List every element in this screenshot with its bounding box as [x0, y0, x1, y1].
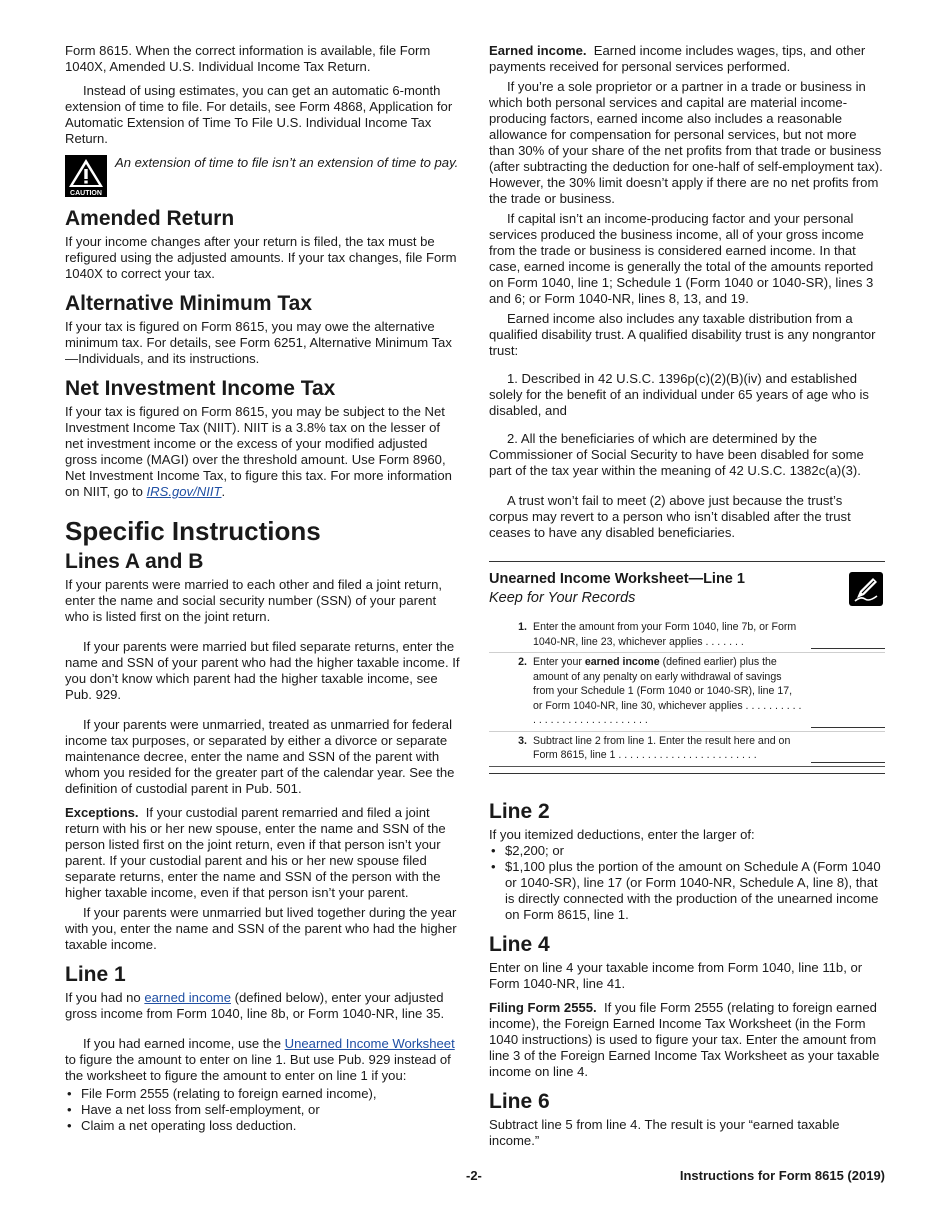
unearned-income-worksheet — [489, 561, 885, 774]
filing-form-2555-paragraph — [489, 1000, 885, 1080]
line-number: 3. — [518, 734, 527, 747]
line-text-bold: earned income — [584, 656, 660, 668]
lines-ab-paragraph-3: If your parents were unmarried, treated as unmarried for federal income tax purposes, or separated by either a divorce or separate maintenance decree, enter the name and SSN of the parent with whom you resided for the greater part of the calendar year. See the definition of custodial parent in Pub. 501. — [65, 717, 455, 796]
extension-paragraph: Instead of using estimates, you can get an automatic 6-month extension of time to file. For details, see Form 4868, Application for Automatic Extension of Time To File U.S. Individual Income Tax Return. — [65, 83, 453, 146]
unearned-income-worksheet-link[interactable]: Unearned Income Worksheet — [284, 1036, 455, 1051]
list-item: • File Form 2555 (relating to foreign earned income), — [65, 1086, 460, 1102]
exceptions-text: If your custodial parent remarried and filed a joint return with his or her new spouse, enter the name and SSN of the person listed first on the joint return, even if that person isn’t your parent. If your custodial parent and his or her new spouse filed separate returns, enter the name and SSN of the person with the higher taxable income, even if that person isn’t your parent. — [65, 805, 446, 900]
caution-label: CAUTION — [70, 190, 102, 197]
line1-text-d: to figure the amount to enter on line 1. But use Pub. 929 instead of the worksheet to figure the amount to enter on line 1 if you: — [65, 1052, 451, 1083]
trust-item-1: 1. Described in 42 U.S.C. 1396p(c)(2)(B)(iv) and established solely for the benefit of an individual under 65 years of age who is disabled, and — [489, 371, 869, 418]
list-item: • $1,100 plus the portion of the amount on Schedule A (Form 1040 or 1040-SR), line 17 (or Form 1040-NR, Schedule A, line 8), that is directly connected with the production of the unearned income on Form 8615, line 1. — [489, 859, 885, 923]
line-text-a: Enter your — [533, 656, 582, 668]
heading-niit: Net Investment Income Tax — [65, 377, 336, 400]
line1-paragraph-2 — [65, 1036, 460, 1084]
earned-paragraph-4: Earned income also includes any taxable distribution from a qualified disability trust. A qualified disability trust is any nongrantor trust: — [489, 311, 876, 358]
lines-ab-paragraph-2: If your parents were married but filed separate returns, enter the name and SSN of your parent who had the higher taxable income. If you don’t know which parent had the higher taxable income, see Pub. 929. — [65, 639, 460, 702]
filing-form-2555-text: If you file Form 2555 (relating to foreign earned income), the Foreign Earned Income Tax Worksheet (in the Form 1040 instructions) is used to figure your tax. Enter the amount from line 3 of the Foreign Earned Income Tax Worksheet as your taxable income on line 4. — [489, 999, 880, 1079]
right-column — [489, 43, 885, 1149]
left-column — [65, 43, 460, 1134]
trust-item-2: 2. All the beneficiaries of which are determined by the Commissioner of Social Security to have been disabled for some part of the tax year within the meaning of 42 U.S.C. 1382c(a)(3). — [489, 431, 864, 478]
heading-lines-a-b: Lines A and B — [65, 550, 204, 573]
line-text-b: (defined earlier) plus the amount of any penalty on early withdrawal of savings from your Schedule 1 (Form 1040 or 1040-SR), line 17, or Form 1040-NR, line 30, whichever applies . . . . . . . . . . . . . . . . . . . . . . . . . . . . . . — [533, 656, 802, 726]
worksheet-subtitle: Keep for Your Records — [489, 590, 636, 606]
heading-line-6: Line 6 — [489, 1089, 550, 1113]
line-text: Enter the amount from your Form 1040, line 7b, or Form 1040-NR, line 23, whichever applies . . . . . . . — [533, 621, 797, 648]
heading-amended-return: Amended Return — [65, 207, 235, 230]
exceptions-label: Exceptions. — [65, 805, 139, 820]
trust-paragraph: A trust won’t fail to meet (2) above just because the trust’s corpus may revert to a person who isn’t disabled after the trust ceases to have any disabled beneficiaries. — [489, 493, 851, 540]
niit-link[interactable]: IRS.gov/NIIT — [146, 484, 222, 499]
heading-specific-instructions: Specific Instructions — [65, 516, 321, 546]
list-item: • $2,200; or — [489, 843, 885, 859]
niit-text: If your tax is figured on Form 8615, you may be subject to the Net Investment Income Tax (NIIT). NIIT is a 3.8% tax on the lesser of net investment income or the excess of your modified adjusted gross income (MAGI) over the threshold amount. Use Form 8960, Net Investment Income Tax, to figure this tax. For more information on NIIT, go to — [65, 404, 452, 499]
worksheet-line-1 — [489, 618, 885, 652]
line4-paragraph: Enter on line 4 your taxable income from Form 1040, line 11b, or Form 1040-NR, line 41. — [489, 959, 863, 991]
list-item: • Claim a net operating loss deduction. — [65, 1118, 460, 1134]
worksheet-title: Unearned Income Worksheet—Line 1 — [489, 571, 745, 587]
filing-form-2555-label: Filing Form 2555. — [489, 999, 597, 1015]
caution-icon — [65, 155, 107, 197]
page-number: -2- — [466, 1168, 482, 1183]
line6-paragraph: Subtract line 5 from line 4. The result is your “earned taxable income.” — [489, 1116, 840, 1148]
earned-income-label: Earned income. — [489, 43, 587, 58]
heading-alternative-minimum-tax: Alternative Minimum Tax — [65, 292, 312, 315]
line-text: Subtract line 2 from line 1. Enter the result here and on Form 8615, line 1 . . . . . . . . . . . . . . . . . . . . . . . . — [533, 734, 791, 761]
lines-ab-paragraph-4: If your parents were unmarried but lived together during the year with you, enter the name and SSN of the parent who had the higher taxable income. — [65, 905, 457, 952]
niit-paragraph: If your tax is figured on Form 8615, you may be subject to the Net Investment Income Tax (NIIT). NIIT is a 3.8% tax on the lesser of net investment income or the excess of your modified adjusted gross income (MAGI) over the threshold amount. Use Form 8960, Net Investment Income Tax, to figure this tax. For more information on NIIT, go to IRS.gov/NIIT. — [65, 404, 452, 499]
line-number: 2. — [518, 656, 527, 668]
list-item: • Have a net loss from self-employment, or — [65, 1102, 460, 1118]
earned-income-text: Earned income includes wages, tips, and other payments received for personal services performed. — [489, 43, 866, 74]
caution-note — [65, 155, 460, 197]
worksheet-line-3 — [489, 731, 885, 766]
pencil-icon — [849, 572, 883, 606]
amount-field[interactable] — [811, 746, 885, 763]
line2-paragraph: If you itemized deductions, enter the larger of: — [489, 826, 755, 842]
heading-line-2: Line 2 — [489, 799, 550, 823]
line-text — [533, 655, 803, 728]
earned-income-link[interactable]: earned income — [144, 990, 231, 1005]
line-number: 1. — [518, 621, 527, 633]
line1-text-c: If you had earned income, use the — [83, 1036, 281, 1051]
amt-paragraph: If your tax is figured on Form 8615, you may owe the alternative minimum tax. For details, see Form 6251, Alternative Minimum Tax—Individuals, and its instructions. — [65, 319, 452, 366]
earned-paragraph-2: If you’re a sole proprietor or a partner in a trade or business in which both personal services and capital are material income-producing factors, earned income also includes a reasonable allowance for compensation for personal services, but not more than 30% of your share of the net profits from that trade or business (after subtracting the deduction for one-half of self-employment tax). However, the 30% limit doesn’t apply if there are no net profits from the trade or business. — [489, 79, 883, 206]
earned-paragraph-3: If capital isn’t an income-producing factor and your personal services produced the business income, all of your gross income from the trade or business is considered earned income. In that case, earned income is generally the total of the amounts reported on Form 1040, line 1; Schedule 1 (Form 1040 or 1040-SR), lines 3 and 6; or Form 1040-NR, lines 8, 13, and 19. — [489, 211, 874, 306]
amount-field[interactable] — [811, 711, 885, 728]
line2-bullet-list — [489, 843, 885, 923]
heading-line-4: Line 4 — [489, 932, 550, 956]
earned-income-paragraph — [489, 43, 885, 75]
worksheet-line-2 — [489, 652, 885, 731]
amount-field[interactable] — [811, 632, 885, 649]
heading-line-1: Line 1 — [65, 963, 126, 986]
intro-paragraph: Form 8615. When the correct information is available, file Form 1040X, Amended U.S. Individual Income Tax Return. — [65, 43, 431, 74]
line1-text-b: (defined below), enter your adjusted gross income from Form 1040, line 8b, or Form 1040-NR, line 35. — [65, 990, 445, 1021]
footer-title: Instructions for Form 8615 (2019) — [679, 1168, 885, 1183]
exceptions-paragraph — [65, 805, 460, 901]
line1-text-a: If you had no — [65, 990, 141, 1005]
lines-ab-paragraph-1: If your parents were married to each other and filed a joint return, enter the name and social security number (SSN) of your parent who is listed first on the joint return. — [65, 577, 443, 624]
amended-paragraph: If your income changes after your return is filed, the tax must be refigured using the adjusted amounts. If your tax changes, file Form 1040X to correct your tax. — [65, 234, 457, 281]
line1-paragraph-1 — [65, 990, 460, 1022]
line1-bullet-list — [65, 1086, 460, 1134]
caution-text: An extension of time to file isn’t an extension of time to pay. — [115, 155, 459, 170]
worksheet-lines — [489, 618, 885, 767]
